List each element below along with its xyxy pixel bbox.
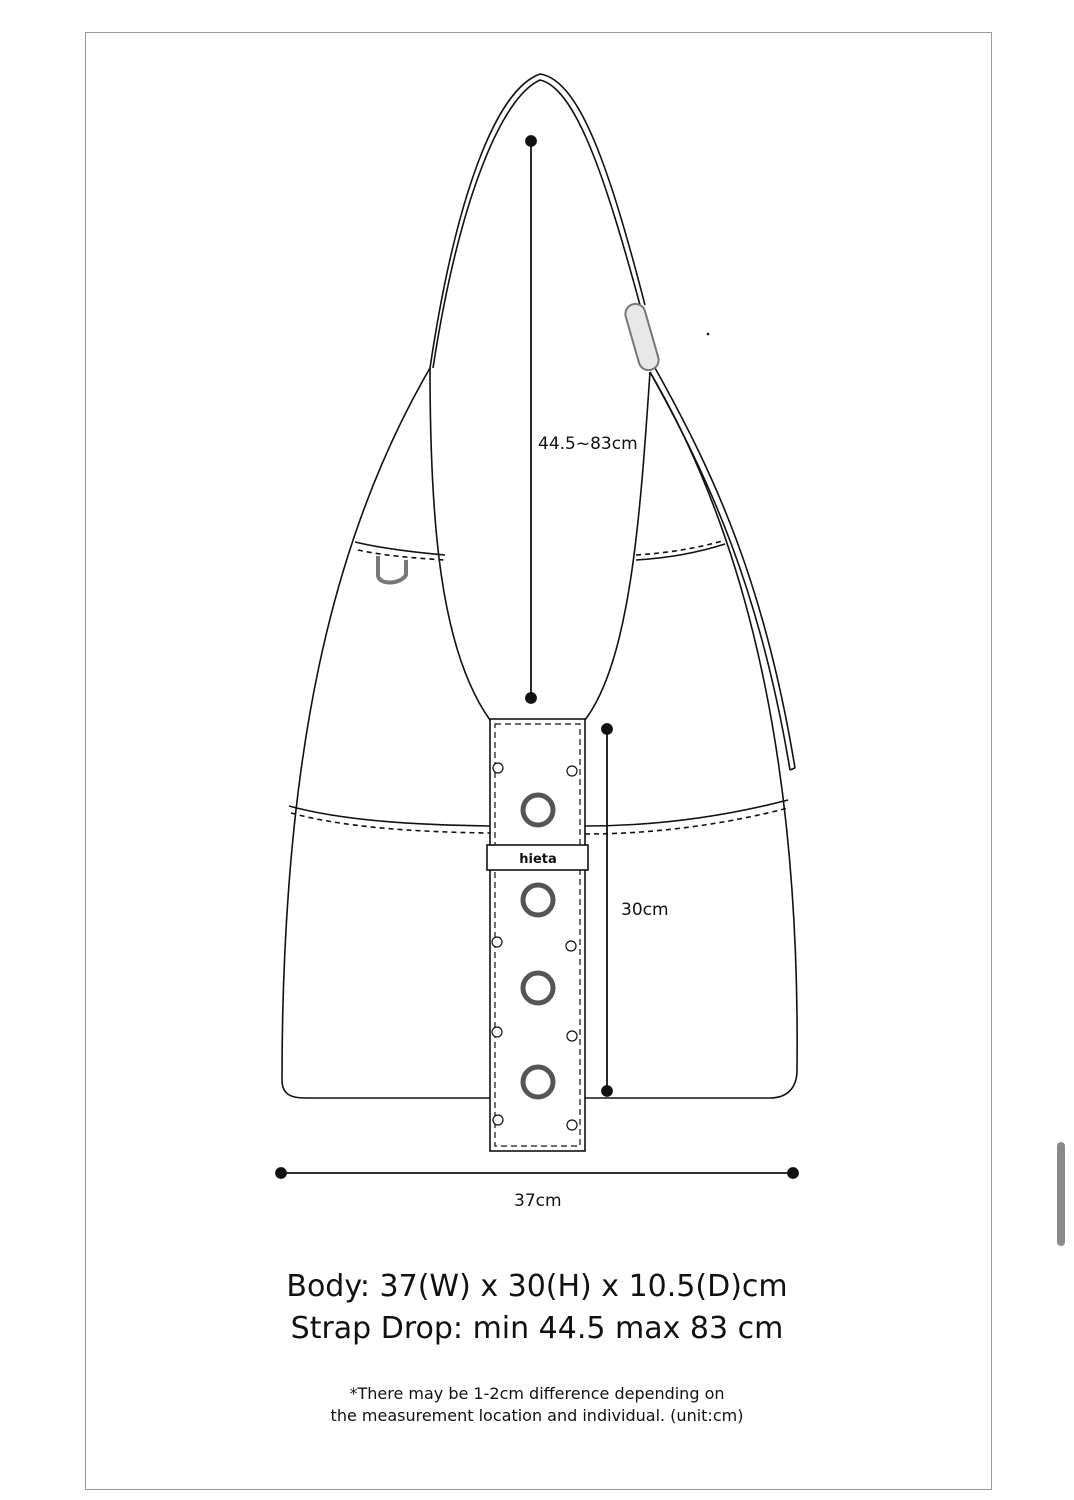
rivet: [493, 1115, 503, 1125]
bag-body-outline: [282, 368, 490, 1098]
d-ring: [378, 556, 406, 583]
strap-inner-line: [433, 80, 640, 368]
strap-drop-text: Strap Drop: min 44.5 max 83 cm: [290, 1311, 784, 1346]
mid-seam-right: [585, 800, 788, 826]
mid-seam-left: [289, 806, 490, 826]
rivet: [567, 766, 577, 776]
brand-tag-text: hieta: [519, 852, 557, 867]
width-label: 37cm: [514, 1191, 562, 1211]
specs-block: [0, 1266, 1074, 1350]
rivet: [567, 1031, 577, 1041]
note-line-1: *There may be 1-2cm difference depending on: [349, 1384, 725, 1403]
measurement-note: [0, 1383, 1074, 1427]
note-line-2: the measurement location and individual. (unit:cm): [330, 1406, 744, 1425]
rivet: [492, 937, 502, 947]
strap-inner-left: [430, 368, 490, 720]
body-dimensions-text: Body: 37(W) x 30(H) x 10.5(D)cm: [286, 1269, 788, 1304]
rivet: [492, 1027, 502, 1037]
scrollbar-thumb[interactable]: [1057, 1142, 1065, 1246]
grommet: [523, 795, 553, 825]
strap-slider: [623, 302, 661, 373]
strap-outline: [430, 74, 645, 368]
rivet: [567, 1120, 577, 1130]
strap-inner-right: [585, 372, 650, 720]
rivet: [493, 763, 503, 773]
upper-seam-right: [636, 544, 725, 560]
strap-drop-label: 44.5~83cm: [538, 434, 638, 454]
grommet: [523, 973, 553, 1003]
upper-seam-left: [355, 542, 445, 555]
grommet: [523, 1067, 553, 1097]
height-label: 30cm: [621, 900, 669, 920]
rivet: [566, 941, 576, 951]
grommet: [523, 885, 553, 915]
